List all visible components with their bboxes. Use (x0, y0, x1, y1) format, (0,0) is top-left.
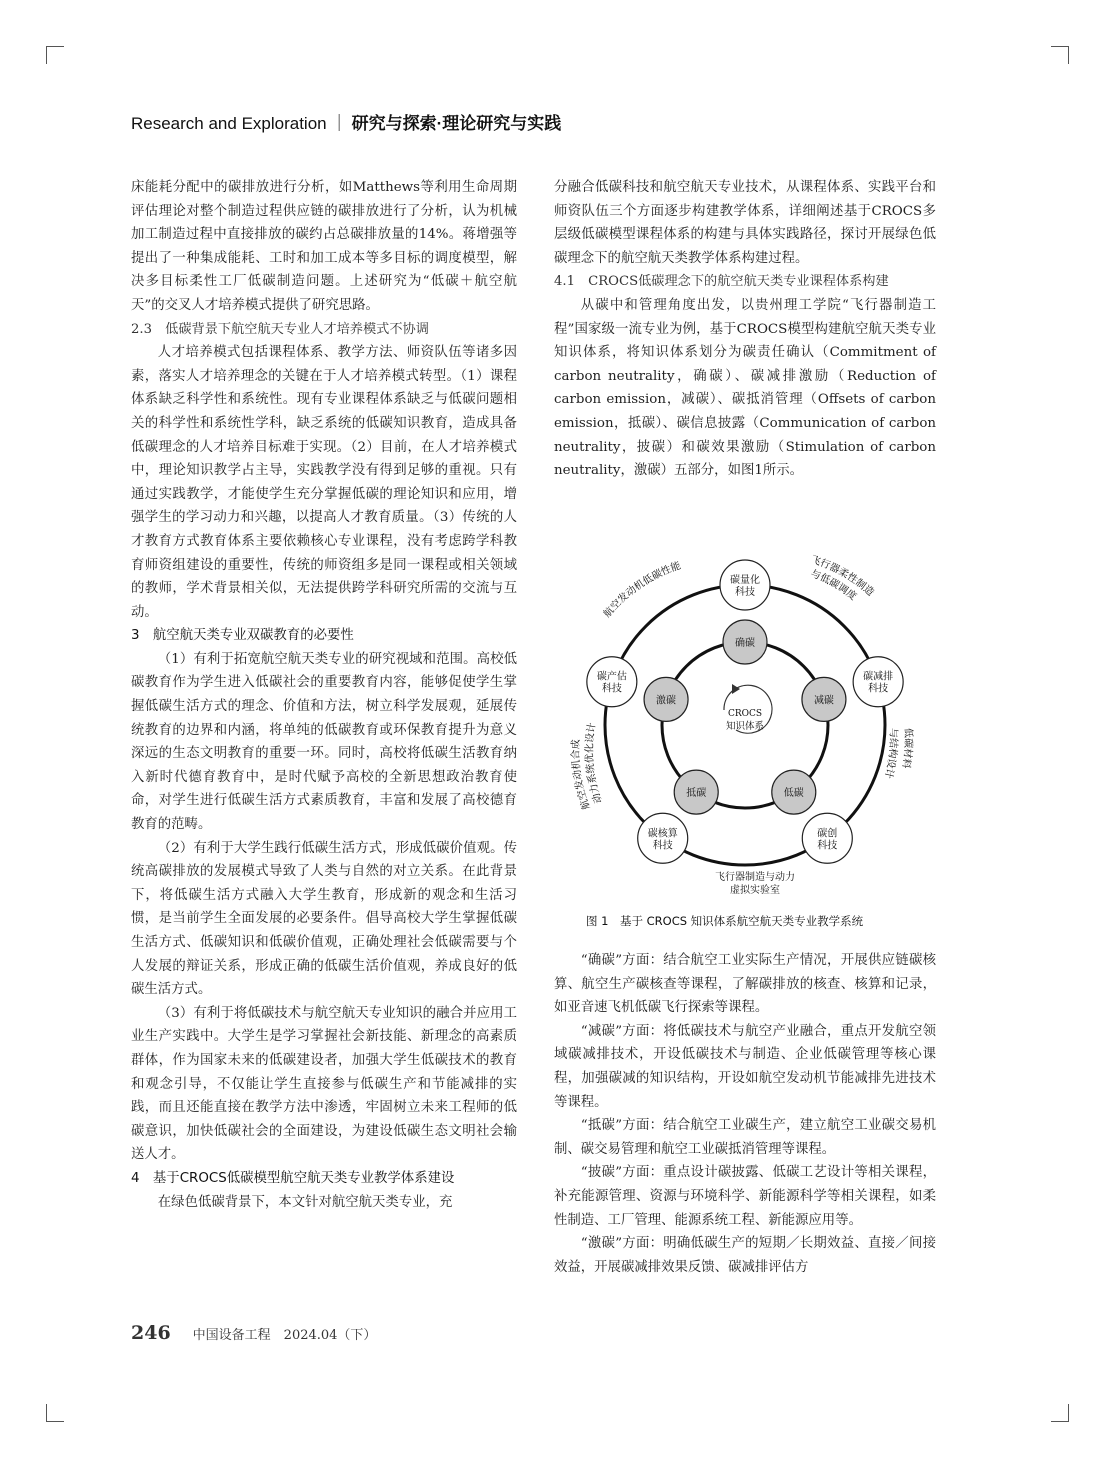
outer-node (720, 560, 770, 610)
arc-label-top-right-2: 与低碳调度 (808, 568, 859, 603)
figure-caption: 图 1 基于 CROCS 知识体系航空航天类专业教学系统 (586, 914, 864, 928)
outer-node (853, 657, 903, 707)
header-chinese: 研究与探索·理论研究与实践 (351, 114, 562, 133)
journal-info: 中国设备工程 2024.04（下） (192, 1328, 377, 1343)
paragraph: 分融合低碳科技和航空航天专业技术，从课程体系、实践平台和师资队伍三个方面逐步构建教学体系，详细阐述基于CROCS多层级低碳模型课程体系的构建与具体实践路径，探讨开展绿色低碳理念下的航空航天类教学体系构建过程。 (554, 180, 936, 266)
paragraph: （1）有利于拓宽航空航天类专业的研究视域和范围。高校低碳教育作为学生进入低碳社会的重要教育内容，能够促使学生掌握低碳生活方式的理念、价值和方法，树立科学发展观，延展传统教育的边界和内涵，将单纯的低碳教育或环保教育提升为意义深远的生态文明教育的重要一环。同时，高校将低碳生活教育纳入新时代德育教育中，是时代赋予高校的全新思想政治教育使命，对学生进行低碳生活方式素质教育，丰富和发展了高校德育教育的范畴。 (131, 651, 517, 833)
outer-node (802, 813, 852, 863)
crocs-figure (560, 548, 930, 898)
inner-node-label: 确碳 (735, 638, 755, 649)
outer-node-label: 科技 (601, 683, 622, 695)
paragraph: 床能耗分配中的碳排放进行分析，如Matthews等利用生命周期评估理论对整个制造过程供应链的碳排放进行了分析，认为机械加工制造过程中直接排放的碳约占总碳排放量的14%。蒋增强等提出了一种集成能耗、工时和加工成本等多目标的调度模型，解决多目标柔性工厂低碳制造问题。上述研究为“低碳＋航空航天”的交叉人才培养模式提供了研究思路。 (131, 180, 517, 313)
paragraph: 人才培养模式包括课程体系、教学方法、师资队伍等诸多因素，落实人才培养理念的关键在于人才培养模式转型。（1）课程体系缺乏科学性和系统性。现有专业课程体系缺乏与低碳问题相关的科学性和系统性学科，缺乏系统的低碳知识教育，造成具备低碳理念的人才培养目标难于实现。（2）目前，在人才培养模式中，理论知识教学占主导，实践教学没有得到足够的重视。只有通过实践教学，才能使学生充分掌握低碳的理论知识和应用，增强学生的学习动力和兴趣，以提高人才教育质量。（3）传统的人才教育方式教育体系主要依赖核心专业课程，没有考虑跨学科教育师资组建设的重要性，传统的师资组多是同一课程或相关领域的教师，学术背景相关似，无法提供跨学科研究所需的交流与互动。 (131, 345, 517, 620)
center-label-en: CROCS (727, 709, 763, 719)
outer-node-label: 碳创 (817, 828, 838, 840)
arc-label-left-2: 动力系统优化设计 (584, 721, 605, 805)
section-heading-4: 4 基于CROCS低碳模型航空航天类专业教学体系建设 (131, 1170, 455, 1186)
inner-node-label: 低碳 (783, 788, 804, 800)
header-english: Research and Exploration (131, 114, 327, 133)
outer-node-label: 科技 (735, 587, 755, 598)
outer-node (638, 813, 688, 863)
arc-label-right-2: 与结构设计 (882, 727, 899, 780)
inner-node (644, 677, 688, 721)
section-heading-2-3: 2.3 低碳背景下航空航天专业人才培养模式不协调 (131, 321, 429, 337)
arc-label-top-left: 航空发动机低碳性能 (601, 560, 683, 620)
running-header (131, 109, 561, 134)
arc-label-top-right-1: 飞行器柔性制造 (809, 554, 876, 599)
paragraph: “减碳”方面：将低碳技术与航空产业融合，重点开发航空领域碳减排技术，开设低碳技术与制造、企业低碳管理等核心课程，加强碳减的知识结构，开设如航空发动机节能减排先进技术等课程。 (554, 1023, 936, 1110)
page-footer (131, 1322, 376, 1344)
inner-node (772, 770, 816, 814)
crop-mark-bl-h (46, 1421, 64, 1422)
crop-mark-bl-v (46, 1404, 47, 1422)
center-label-cn: 知识体系 (725, 721, 765, 732)
crop-mark-tl-v (46, 46, 47, 64)
outer-node-label: 碳产估 (596, 671, 627, 683)
inner-node (674, 770, 718, 814)
inner-node-label: 激碳 (656, 695, 677, 707)
paragraph: “抵碳”方面：结合航空工业碳生产，建立航空工业碳交易机制、碳交易管理和航空工业碳抵消管理等课程。 (554, 1118, 936, 1157)
header-separator: ｜ (330, 114, 348, 133)
outer-node-label: 科技 (652, 840, 673, 852)
section-heading-3: 3 航空航天类专业双碳教育的必要性 (131, 628, 354, 644)
outer-node-label: 科技 (817, 840, 838, 852)
inner-node-label: 抵碳 (686, 788, 707, 800)
crop-mark-br-v (1068, 1404, 1069, 1422)
center-arrow-head (732, 684, 740, 694)
arc-label-right-1: 低碳材料 (899, 727, 914, 770)
crop-mark-tl-h (46, 46, 64, 47)
paragraph: 在绿色低碳背景下，本文针对航空航天类专业，充 (157, 1194, 453, 1210)
page-number: 246 (131, 1322, 171, 1344)
crop-mark-tr-h (1051, 46, 1069, 47)
paragraph: （3）有利于将低碳技术与航空航天专业知识的融合并应用工业生产实践中。大学生是学习掌握社会新技能、新理念的高素质群体，作为国家未来的低碳建设者，加强大学生低碳技术的教育和观念引导，不仅能让学生直接参与低碳生产和节能减排的实践，而且还能直接在教学方法中渗透，牢固树立未来工程师的低碳意识，加快低碳社会的全面建设，为建设低碳生态文明社会输送人才。 (131, 1005, 517, 1163)
inner-node (802, 677, 846, 721)
paragraph: （2）有利于大学生践行低碳生活方式，形成低碳价值观。传统高碳排放的发展模式导致了人类与自然的对立关系。在此背景下，将低碳生活方式融入大学生教育，形成新的观念和生活习惯，是当前学生全面发展的必要条件。倡导高校大学生掌握低碳生活方式、低碳知识和低碳价值观，正确处理社会低碳需要与个人发展的辩证关系，形成正确的低碳生活价值观，养成良好的低碳生活方式。 (131, 840, 517, 998)
paragraph: “激碳”方面：明确低碳生产的短期／长期效益、直接／间接效益，开展碳减排效果反馈、碳减排评估方 (554, 1236, 936, 1275)
arc-label-left-1: 航空发动机合成 (570, 739, 593, 811)
left-column (131, 176, 517, 1214)
right-column-top (554, 176, 936, 483)
bottom-label-2: 虚拟实验室 (730, 885, 780, 896)
paragraph: 从碳中和管理角度出发，以贵州理工学院“飞行器制造工程”国家级一流专业为例，基于CROCS模型构建航空航天类专业知识体系，将知识体系划分为碳责任确认（Commitment of carbon neutrality，确碳）、碳减排激励（Reduction of carbon emission，减碳）、碳抵消管理（Offsets of carbon emission，抵碳）、碳信息披露（Communication of carbon neutrality，披碳）和碳效果激励（Stimulation of carbon neutrality，激碳）五部分，如图1所示。 (554, 297, 936, 479)
outer-node-label: 碳核算 (647, 828, 678, 840)
bottom-label-1: 飞行器制造与动力 (715, 872, 795, 883)
right-column-bottom (554, 949, 936, 1279)
inner-node (723, 620, 767, 664)
crop-mark-tr-v (1068, 46, 1069, 64)
inner-node-label: 减碳 (813, 695, 834, 707)
outer-node (587, 657, 637, 707)
paragraph: “披碳”方面：重点设计碳披露、低碳工艺设计等相关课程，补充能源管理、资源与环境科学、新能源科学等相关课程，如柔性制造、工厂管理、能源系统工程、新能源应用等。 (554, 1165, 936, 1228)
section-heading-4-1: 4.1 CROCS低碳理念下的航空航天类专业课程体系构建 (554, 274, 889, 290)
paragraph: “确碳”方面：结合航空工业实际生产情况，开展供应链碳核算、航空生产碳核查等课程，了解碳排放的核查、核算和记录，如亚音速飞机低碳飞行探索等课程。 (554, 953, 936, 1016)
outer-node-label: 科技 (868, 683, 889, 695)
crop-mark-br-h (1051, 1421, 1069, 1422)
outer-node-label: 碳量化 (730, 575, 760, 586)
outer-node-label: 碳减排 (863, 671, 894, 683)
